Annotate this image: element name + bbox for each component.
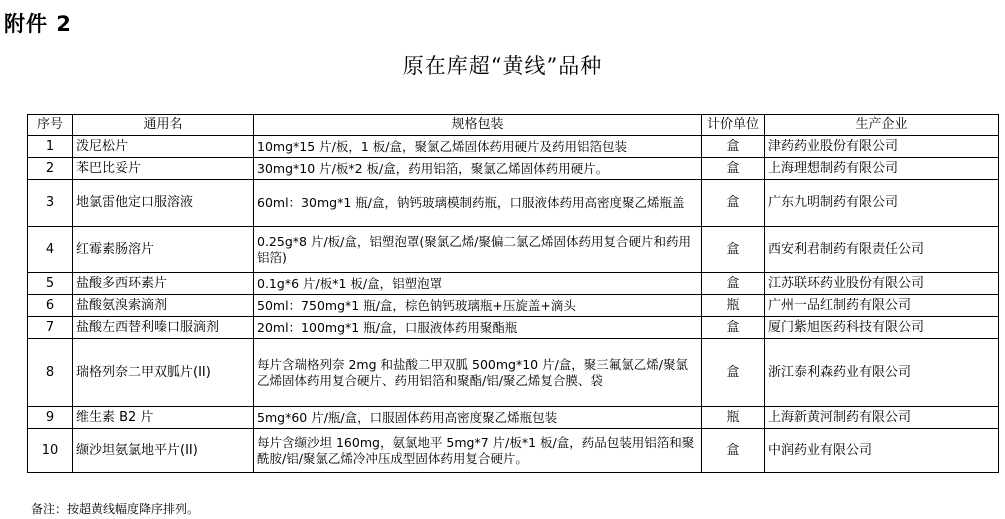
cell-name: 红霉素肠溶片 [73,227,254,273]
table-row [28,136,999,158]
cell-no: 1 [28,136,73,158]
cell-name: 泼尼松片 [73,136,254,158]
cell-spec: 0.25g*8 片/板/盒，铝塑泡罩(聚氯乙烯/聚偏二氯乙烯固体药用复合硬片和药用铝箔) [254,227,702,273]
header-manufacturer: 生产企业 [765,115,999,136]
cell-name: 维生素 B2 片 [73,407,254,429]
header-unit: 计价单位 [702,115,765,136]
cell-unit: 盒 [702,136,765,158]
header-no: 序号 [28,115,73,136]
cell-spec: 20ml：100mg*1 瓶/盒，口服液体药用聚酯瓶 [254,317,702,339]
cell-no: 10 [28,429,73,473]
cell-no: 9 [28,407,73,429]
cell-spec: 5mg*60 片/瓶/盒，口服固体药用高密度聚乙烯瓶包装 [254,407,702,429]
header-name: 通用名 [73,115,254,136]
table-header [28,115,999,136]
cell-no: 4 [28,227,73,273]
cell-manufacturer: 浙江泰利森药业有限公司 [765,339,999,407]
table-row [28,273,999,295]
attachment-label: 附件 2 [4,12,72,36]
cell-no: 7 [28,317,73,339]
table-row [28,227,999,273]
cell-name: 缬沙坦氨氯地平片(II) [73,429,254,473]
cell-manufacturer: 中润药业有限公司 [765,429,999,473]
cell-manufacturer: 西安利君制药有限责任公司 [765,227,999,273]
table-row [28,339,999,407]
cell-name: 苯巴比妥片 [73,158,254,180]
cell-unit: 瓶 [702,407,765,429]
cell-name: 盐酸多西环素片 [73,273,254,295]
cell-name: 地氯雷他定口服溶液 [73,180,254,227]
document-title: 原在库超“黄线”品种 [402,54,603,78]
table-row [28,158,999,180]
cell-no: 5 [28,273,73,295]
cell-manufacturer: 厦门紫旭医药科技有限公司 [765,317,999,339]
drug-table [27,114,999,473]
cell-unit: 盒 [702,339,765,407]
cell-spec: 60ml：30mg*1 瓶/盒，钠钙玻璃模制药瓶，口服液体药用高密度聚乙烯瓶盖 [254,180,702,227]
cell-manufacturer: 广东九明制药有限公司 [765,180,999,227]
header-row [28,115,999,136]
cell-spec: 0.1g*6 片/板*1 板/盒，铝塑泡罩 [254,273,702,295]
cell-no: 2 [28,158,73,180]
cell-spec: 每片含瑞格列奈 2mg 和盐酸二甲双胍 500mg*10 片/盒，聚三氟氯乙烯/聚氯乙烯固体药用复合硬片、药用铝箔和聚酯/铝/聚乙烯复合膜、袋 [254,339,702,407]
table-row [28,295,999,317]
cell-manufacturer: 上海新黄河制药有限公司 [765,407,999,429]
cell-name: 瑞格列奈二甲双胍片(II) [73,339,254,407]
table-body [28,136,999,473]
header-spec: 规格包装 [254,115,702,136]
cell-manufacturer: 津药药业股份有限公司 [765,136,999,158]
cell-unit: 瓶 [702,295,765,317]
table-row [28,429,999,473]
cell-name: 盐酸左西替利嗪口服滴剂 [73,317,254,339]
cell-manufacturer: 上海理想制药有限公司 [765,158,999,180]
footnote: 备注：按超黄线幅度降序排列。 [31,502,200,516]
cell-no: 6 [28,295,73,317]
cell-unit: 盒 [702,227,765,273]
table-row [28,317,999,339]
cell-name: 盐酸氨溴索滴剂 [73,295,254,317]
cell-spec: 50ml：750mg*1 瓶/盒，棕色钠钙玻璃瓶+压旋盖+滴头 [254,295,702,317]
cell-spec: 30mg*10 片/板*2 板/盒，药用铝箔，聚氯乙烯固体药用硬片。 [254,158,702,180]
cell-manufacturer: 江苏联环药业股份有限公司 [765,273,999,295]
cell-unit: 盒 [702,180,765,227]
cell-no: 8 [28,339,73,407]
cell-manufacturer: 广州一品红制药有限公司 [765,295,999,317]
cell-spec: 每片含缬沙坦 160mg，氨氯地平 5mg*7 片/板*1 板/盒，药品包装用铝箔和聚酰胺/铝/聚氯乙烯冷冲压成型固体药用复合硬片。 [254,429,702,473]
cell-unit: 盒 [702,158,765,180]
table-row [28,180,999,227]
cell-no: 3 [28,180,73,227]
cell-spec: 10mg*15 片/板，1 板/盒，聚氯乙烯固体药用硬片及药用铝箔包装 [254,136,702,158]
cell-unit: 盒 [702,317,765,339]
cell-unit: 盒 [702,273,765,295]
table-row [28,407,999,429]
cell-unit: 盒 [702,429,765,473]
